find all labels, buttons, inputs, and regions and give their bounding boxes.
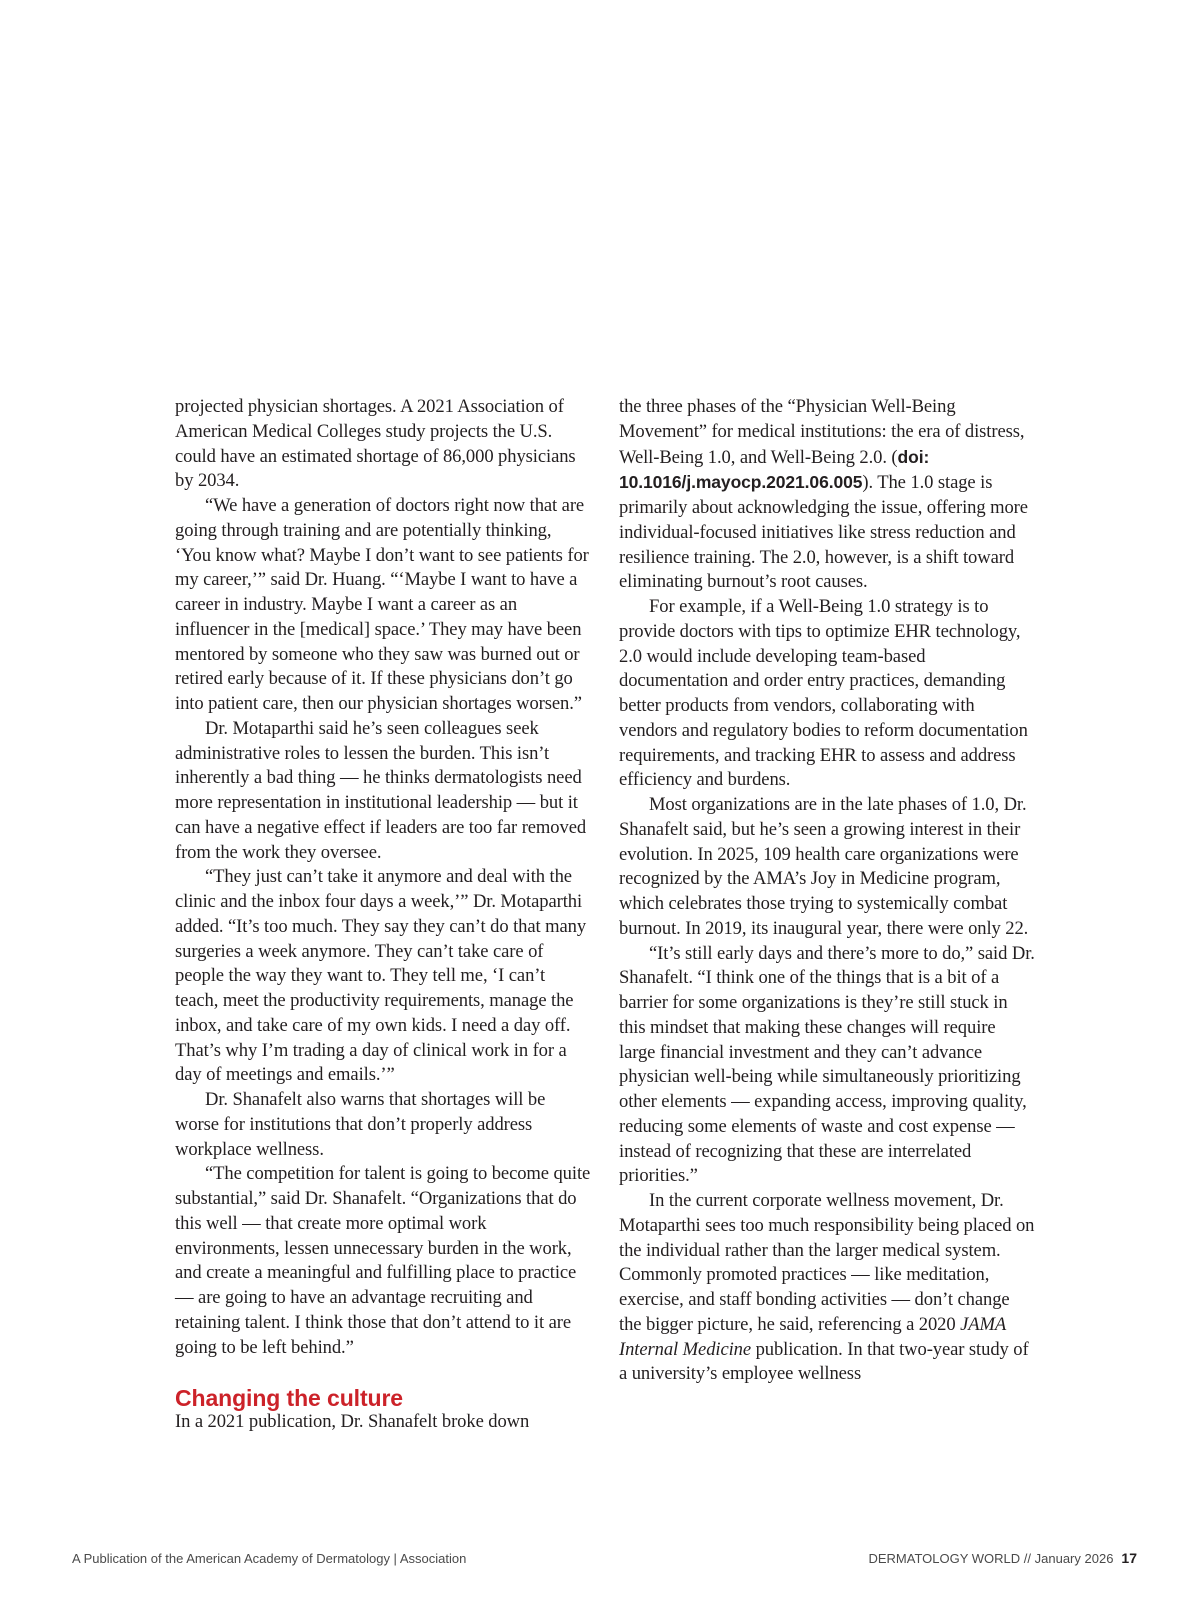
paragraph: In a 2021 publication, Dr. Shanafelt broke down — [175, 1411, 530, 1433]
section-heading: Changing the culture — [175, 1385, 404, 1412]
paragraph-text: ). The 1.0 stage is primarily about acknowledging the issue, offering more individual-focused initiatives like stress reduction and resilience training. The 2.0, however, is a shift toward eliminating burnout’s root causes. — [619, 472, 1028, 593]
paragraph: “It’s still early days and there’s more to do,” said Dr. Shanafelt. “I think one of the things that is a bit of a barrier for some organizations is they’re still stuck in this mindset that making these changes will require large financial investment and they can’t advance physician well-being while simultaneously prioritizing other elements — expanding access, improving quality, reducing some elements of waste and cost expense — instead of recognizing that these are interrelated priorities.” — [619, 942, 1035, 1187]
paragraph: “We have a generation of doctors right now that are going through training and are potentially thinking, ‘You know what? Maybe I don’t want to see patients for my career,’” said Dr. Huang. “‘Maybe I want to have a career in industry. Maybe I want a career as an influencer in the [medical] space.’ They may have been mentored by someone who they saw was burned out or retired early because of it. If these physicians don’t go into patient care, then our physician shortages worsen.” — [175, 495, 589, 714]
paragraph-text: In the current corporate wellness movement, Dr. Motaparthi sees too much responsibility being placed on the individual rather than the larger medical system. Commonly promoted practices — like meditation, exercise, and staff bonding activities — don’t change the bigger picture, he said, referencing a 2020 — [619, 1190, 1035, 1335]
footer-separator: // — [1020, 1551, 1035, 1566]
magazine-name: DERMATOLOGY WORLD — [868, 1551, 1021, 1566]
journal-title: JAMA Internal Medicine — [619, 1313, 1006, 1360]
paragraph — [619, 1189, 1035, 1387]
right-column — [619, 395, 1035, 1387]
paragraph: Dr. Motaparthi said he’s seen colleagues seek administrative roles to lessen the burden. This isn’t inherently a bad thing — he thinks dermatologists need more representation in institutional leadership — but it can have a negative effect if leaders are too far removed from the work they oversee. — [175, 717, 587, 863]
paragraph: “The competition for talent is going to become quite substantial,” said Dr. Shanafelt. “Organizations that do this well — that create more optimal work environments, lessen unnecessary burden in the work, and create a meaningful and fulfilling place to practice — are going to have an advantage recruiting and retaining talent. I think those that don’t attend to it are going to be left behind.” — [175, 1163, 591, 1358]
paragraph: projected physician shortages. A 2021 Association of American Medical Colleges study projects the U.S. could have an estimated shortage of 86,000 physicians by 2034. — [175, 396, 576, 492]
paragraph-text: the three phases of the “Physician Well-Being Movement” for medical institutions: the era of distress, Well-Being 1.0, and Well-Being 2.0. ( — [619, 396, 1025, 468]
issue-date: January 2026 — [1034, 1551, 1114, 1566]
paragraph: For example, if a Well-Being 1.0 strategy is to provide doctors with tips to optimize EHR technology, 2.0 would include developing team-based documentation and order entry practices, demanding better products from vendors, collaborating with vendors and regulatory bodies to reform documentation requirements, and tracking EHR to assess and address efficiency and burdens. — [619, 596, 1028, 791]
doi-reference: doi: 10.1016/j.mayocp.2021.06.005 — [619, 446, 930, 493]
page-number: 17 — [1121, 1550, 1137, 1566]
left-column — [175, 395, 591, 1435]
paragraph-text: publication. In that two-year study of a university’s employee wellness — [619, 1338, 1029, 1385]
paragraph — [619, 395, 1035, 595]
paragraph: “They just can’t take it anymore and deal with the clinic and the inbox four days a week,’” Dr. Motaparthi added. “It’s too much. They say they can’t do that many surgeries a week anymore. They can’t take care of people the way they want to. They tell me, ‘I can’t teach, meet the productivity requirements, manage the inbox, and take care of my own kids. I need a day off. That’s why I’m trading a day of clinical work in for a day of meetings and emails.’” — [175, 866, 587, 1086]
footer-publisher: A Publication of the American Academy of Dermatology | Association — [72, 1551, 467, 1566]
paragraph: Most organizations are in the late phases of 1.0, Dr. Shanafelt said, but he’s seen a growing interest in their evolution. In 2025, 109 health care organizations were recognized by the AMA’s Joy in Medicine program, which celebrates those trying to systemically combat burnout. In 2019, its inaugural year, there were only 22. — [619, 794, 1029, 939]
paragraph: Dr. Shanafelt also warns that shortages will be worse for institutions that don’t properly address workplace wellness. — [175, 1089, 546, 1160]
footer-issue — [868, 1550, 1137, 1566]
